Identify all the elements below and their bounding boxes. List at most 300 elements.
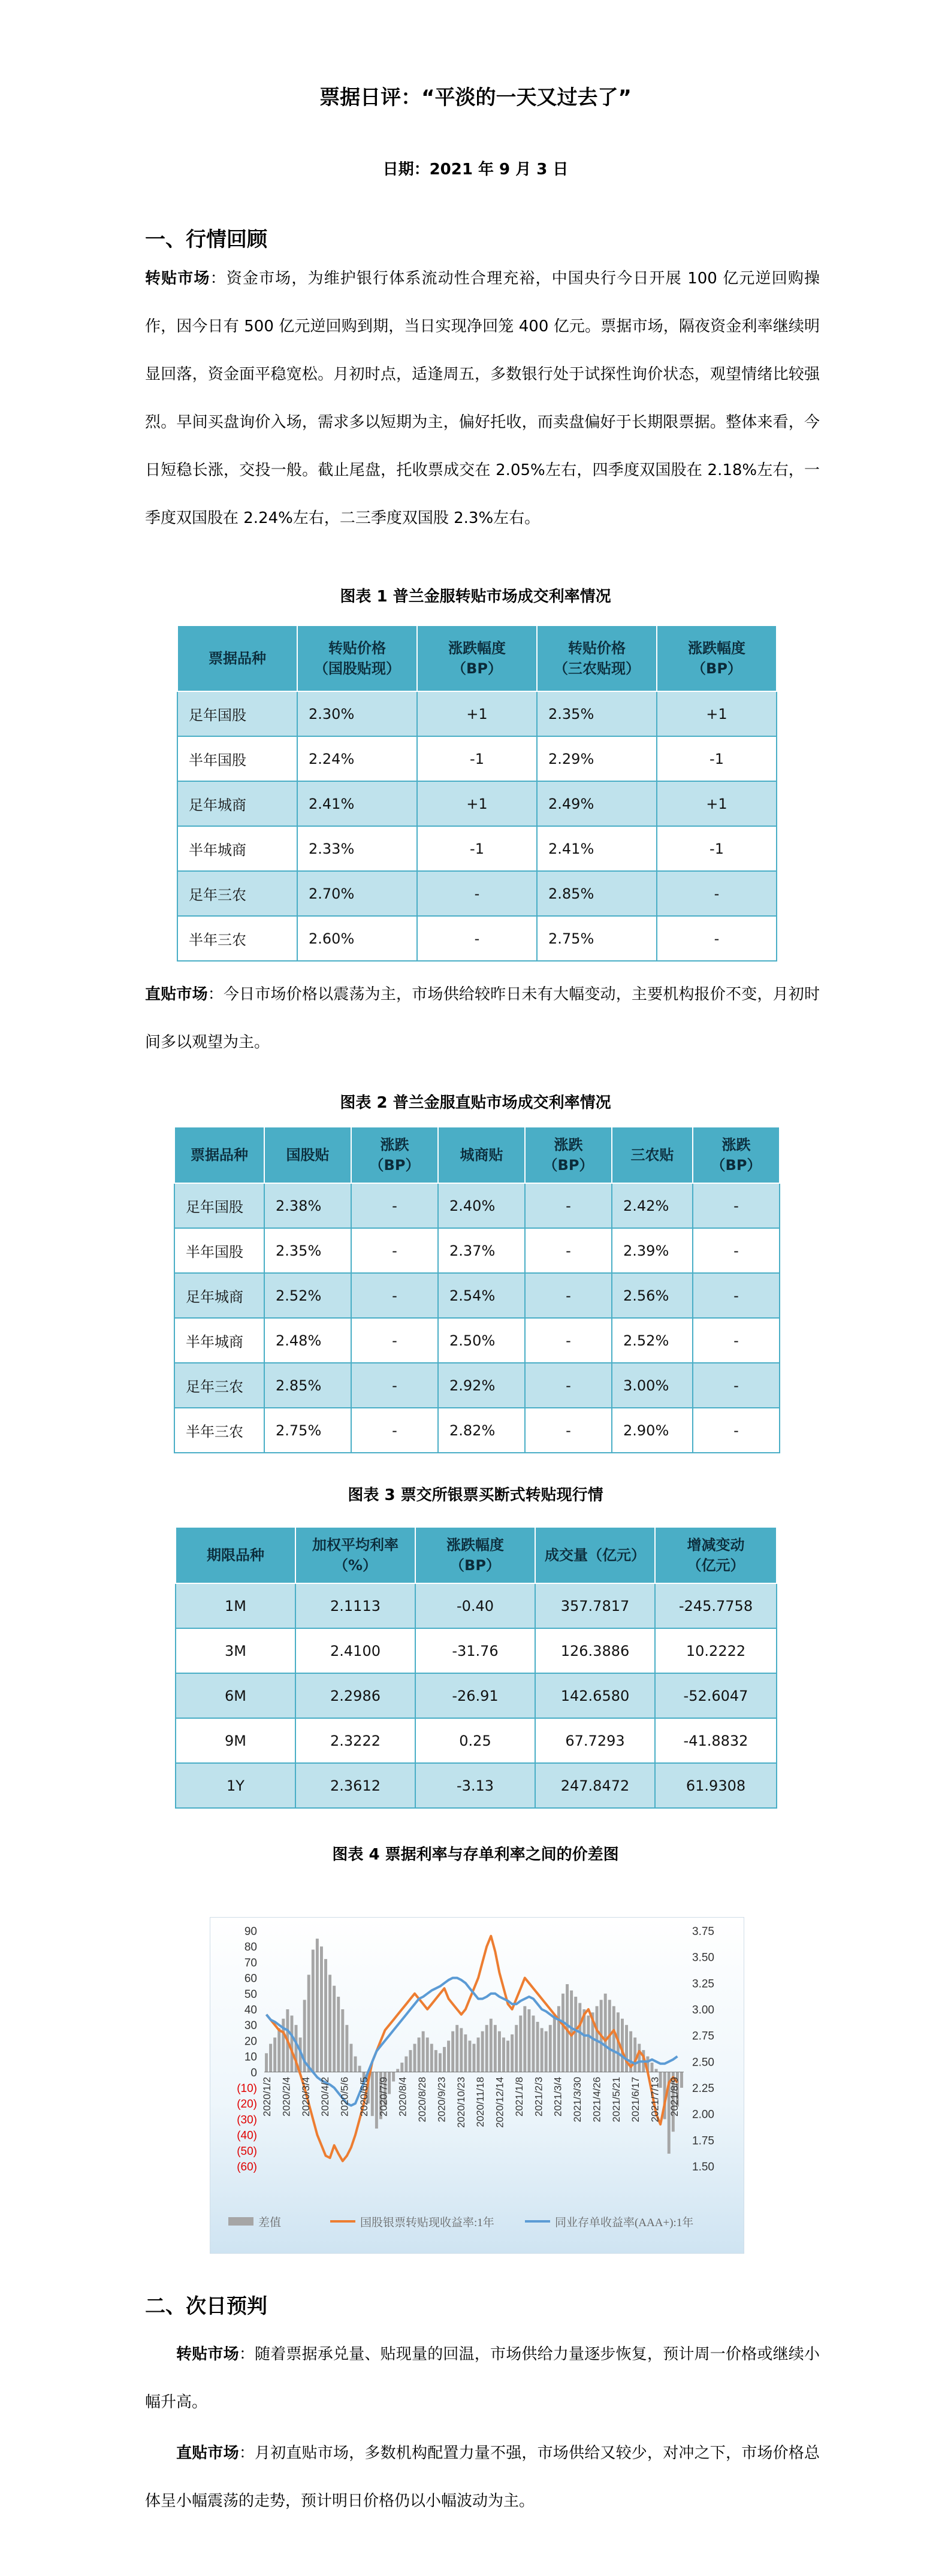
table-cell: -245.7758: [655, 1583, 777, 1628]
spread-bar: [413, 2044, 416, 2072]
table-cell: -: [693, 1228, 780, 1273]
header-line: （国股贴现）: [314, 660, 400, 677]
header-line: 加权平均利率: [312, 1537, 398, 1553]
header-line: 期限品种: [207, 1547, 264, 1564]
spread-bar: [625, 2025, 628, 2072]
table-cell: -: [525, 1183, 612, 1228]
spread-bar: [439, 2053, 442, 2072]
table-cell: 2.48%: [264, 1318, 351, 1363]
spread-bar: [349, 2044, 352, 2072]
left-axis-tick-label: (10): [237, 2082, 257, 2095]
header-line: （BP）: [711, 1157, 762, 1174]
table-row: [176, 1673, 777, 1718]
table-cell: -: [417, 871, 537, 916]
spread-bar: [422, 2031, 425, 2072]
right-axis-tick-label: 3.75: [692, 1925, 714, 1938]
left-axis-tick-label: 90: [244, 1925, 257, 1938]
report-title: 票据日评：“平淡的一天又过去了”: [319, 86, 632, 110]
table-cell: -: [525, 1273, 612, 1318]
spread-bar: [633, 2037, 636, 2072]
table-transfer-rates: [177, 625, 777, 962]
table-header-cell: [525, 1127, 612, 1183]
table-cell: -26.91: [415, 1673, 535, 1718]
spread-bar: [455, 2025, 458, 2072]
table-cell: 2.90%: [612, 1408, 693, 1453]
spread-bar: [277, 2028, 280, 2072]
spread-bar: [502, 2037, 505, 2072]
table-cell: -1: [657, 826, 777, 871]
header-line: （BP）: [543, 1157, 594, 1174]
spread-chart-svg: [210, 1918, 744, 2253]
table-cell: 足年国股: [177, 691, 297, 736]
x-axis-tick-label: 2021/4/26: [591, 2076, 603, 2123]
spread-bar: [269, 2044, 272, 2072]
legend-swatch-bar: [228, 2217, 253, 2226]
chart-caption: 图表 4 票据利率与存单利率之间的价差图: [332, 1846, 619, 1864]
table-cell: 142.6580: [535, 1673, 655, 1718]
spread-bar: [481, 2031, 484, 2072]
spread-bar: [451, 2031, 454, 2072]
spread-bar: [612, 2006, 615, 2072]
x-axis-tick-label: 2021/7/13: [649, 2076, 661, 2123]
table-cell: -: [351, 1273, 438, 1318]
table-header-cell: [297, 625, 417, 691]
table-cell: -: [525, 1408, 612, 1453]
spread-bar: [316, 1939, 319, 2072]
header-line: 三农贴: [630, 1147, 674, 1163]
header-line: （BP）: [452, 660, 502, 677]
table-row: [176, 1718, 777, 1763]
table-cell: -: [525, 1228, 612, 1273]
left-axis-tick-label: (50): [237, 2145, 257, 2158]
x-axis-tick-label: 2020/4/2: [319, 2076, 331, 2117]
spread-bar: [549, 2025, 552, 2072]
spread-bar: [333, 1986, 336, 2072]
table-header-row: [174, 1127, 780, 1183]
table-cell: -: [351, 1408, 438, 1453]
table-cell: 9M: [176, 1718, 295, 1763]
spread-bar: [345, 2025, 348, 2072]
table-cell: 2.54%: [438, 1273, 525, 1318]
table-cell: 足年城商: [174, 1273, 264, 1318]
table-cell: -: [351, 1183, 438, 1228]
table-header-cell: [264, 1127, 351, 1183]
table-row: [176, 1583, 777, 1628]
transfer-market-text: ：资金市场，为维护银行体系流动性合理充裕，中国央行今日开展 100 亿元逆回购操作，因今日有 500 亿元逆回购到期，当日实现净回笼 400 亿元。票据市场，隔夜资金利率继续明显回落，资金面平稳宽松。月初时点，适逢周五，多数银行处于试探性询价状态，观望情绪比较强烈。早间买盘询价入场，需求多以短期为主，偏好托收，而卖盘偏好于长期限票据。整体来看，今日短稳长涨，交投一般。截止尾盘，托收票成交在 2.05%左右，四季度双国股在 2.18%左右，一季度双国股在 2.24%左右，二三季度双国股 2.3%左右。: [145, 270, 820, 527]
table-header-cell: [417, 625, 537, 691]
spread-bar: [290, 2015, 293, 2072]
table-cell: 2.30%: [297, 691, 417, 736]
spread-bar: [515, 2025, 518, 2072]
left-axis-tick-label: (40): [237, 2129, 257, 2142]
header-line: 涨跌幅度: [446, 1537, 504, 1553]
spread-bar: [485, 2025, 488, 2072]
table-cell: +1: [417, 781, 537, 826]
spread-bar: [265, 2053, 268, 2072]
right-axis-tick-label: 3.50: [692, 1951, 714, 1964]
left-axis-tick-label: (20): [237, 2098, 257, 2111]
left-axis-tick-label: (30): [237, 2114, 257, 2127]
table-exchange-quotes: [175, 1526, 777, 1809]
table-cell: 2.35%: [537, 691, 657, 736]
spread-bar: [320, 1946, 323, 2072]
spread-bar: [273, 2037, 276, 2072]
table-cell: 10.2222: [655, 1628, 777, 1673]
x-axis-tick-label: 2021/1/8: [514, 2076, 525, 2117]
table-row: [174, 1228, 780, 1273]
table2-caption: 图表 2 普兰金服直贴市场成交利率情况: [340, 1094, 611, 1112]
table-cell: 2.85%: [264, 1363, 351, 1408]
x-axis-tick-label: 2020/9/23: [436, 2076, 448, 2123]
spread-bar: [354, 2057, 357, 2072]
table-row: [177, 916, 777, 961]
table-header-cell: [415, 1527, 535, 1583]
table-cell: 2.60%: [297, 916, 417, 961]
spread-bar: [337, 1997, 340, 2072]
spread-bar: [519, 2015, 522, 2072]
table-cell: 2.75%: [537, 916, 657, 961]
spread-bar: [426, 2037, 429, 2072]
spread-bar: [447, 2040, 450, 2072]
spread-bar: [655, 2069, 658, 2072]
right-axis-tick-label: 1.50: [692, 2161, 714, 2173]
header-line: 涨跌幅度: [448, 640, 506, 657]
right-axis-tick-label: 3.25: [692, 1978, 714, 1991]
header-line: （亿元）: [687, 1557, 745, 1574]
table-cell: 1Y: [176, 1763, 295, 1808]
table-cell: -3.13: [415, 1763, 535, 1808]
spread-bar: [553, 2015, 556, 2072]
spread-bar: [400, 2063, 403, 2072]
left-axis-tick-label: 30: [244, 2019, 257, 2033]
transfer-market-label: 转贴市场: [145, 270, 210, 288]
table-cell: 2.4100: [295, 1628, 415, 1673]
table-cell: 2.38%: [264, 1183, 351, 1228]
table-cell: 半年国股: [177, 736, 297, 781]
spread-bar: [638, 2044, 641, 2072]
spread-bar: [561, 1994, 564, 2072]
x-axis-tick-label: 2020/1/2: [261, 2076, 273, 2117]
table-cell: -: [525, 1318, 612, 1363]
spread-bar: [477, 2037, 480, 2072]
spread-bar: [464, 2034, 467, 2072]
table-row: [176, 1763, 777, 1808]
spread-bar: [443, 2047, 446, 2072]
spread-bar: [396, 2069, 399, 2072]
forecast-transfer-paragraph: [145, 2330, 820, 2426]
spread-bar: [536, 2022, 539, 2072]
spread-bar: [604, 1994, 607, 2072]
table-cell: 3M: [176, 1628, 295, 1673]
table-cell: -: [693, 1183, 780, 1228]
header-line: 涨跌幅度: [688, 640, 745, 657]
x-axis-tick-label: 2020/10/23: [455, 2076, 467, 2128]
transfer-market-paragraph: [145, 255, 820, 542]
table-cell: -: [351, 1318, 438, 1363]
table-header-cell: [351, 1127, 438, 1183]
table-cell: 2.56%: [612, 1273, 693, 1318]
table-row: [177, 826, 777, 871]
table-cell: 足年城商: [177, 781, 297, 826]
header-line: 城商贴: [460, 1147, 503, 1163]
table-cell: 61.9308: [655, 1763, 777, 1808]
spread-bar: [494, 2025, 497, 2072]
table-cell: -: [657, 871, 777, 916]
spread-chart: [210, 1917, 744, 2254]
table-cell: 2.1113: [295, 1583, 415, 1628]
table-cell: 半年三农: [177, 916, 297, 961]
x-axis-tick-label: 2020/3/4: [300, 2076, 312, 2117]
right-axis-tick-label: 2.50: [692, 2056, 714, 2069]
header-line: 涨跌: [554, 1136, 583, 1153]
spread-bar: [392, 2072, 395, 2082]
right-axis-tick-label: 3.00: [692, 2004, 714, 2016]
table-header-cell: [537, 625, 657, 691]
table-cell: 2.3222: [295, 1718, 415, 1763]
header-line: 转贴价格: [568, 640, 626, 657]
table-row: [177, 781, 777, 826]
spread-bar: [511, 2034, 514, 2072]
table-cell: -: [693, 1408, 780, 1453]
table-cell: -: [693, 1363, 780, 1408]
table-cell: 半年三农: [174, 1408, 264, 1453]
header-line: 票据品种: [209, 650, 266, 667]
header-line: 转贴价格: [328, 640, 386, 657]
table-header-cell: [693, 1127, 780, 1183]
spread-bar: [527, 2009, 530, 2072]
table-header-cell: [657, 625, 777, 691]
forecast-direct-paragraph: [145, 2429, 820, 2525]
table-cell: -1: [417, 736, 537, 781]
table-cell: 2.85%: [537, 871, 657, 916]
forecast-direct-label: 直贴市场: [176, 2444, 239, 2462]
x-axis-tick-label: 2020/2/4: [280, 2076, 292, 2117]
table-header-row: [177, 625, 777, 691]
x-axis-tick-label: 2020/7/9: [378, 2076, 390, 2117]
legend-label: 国股银票转贴现收益率:1年: [360, 2217, 494, 2229]
table-cell: 半年国股: [174, 1228, 264, 1273]
table-cell: 2.52%: [264, 1273, 351, 1318]
table-cell: 67.7293: [535, 1718, 655, 1763]
table-cell: 足年三农: [174, 1363, 264, 1408]
x-axis-tick-label: 2021/2/3: [533, 2076, 545, 2117]
spread-bar: [468, 2040, 471, 2072]
spread-bar: [460, 2028, 463, 2072]
table-cell: -1: [417, 826, 537, 871]
table-header-cell: [177, 625, 297, 691]
left-axis-tick-label: 10: [244, 2051, 257, 2064]
spread-bar: [341, 2009, 344, 2072]
x-axis-tick-label: 2021/5/21: [610, 2076, 622, 2123]
spread-bar: [324, 1959, 327, 2072]
spread-bar: [404, 2057, 407, 2072]
table-cell: -: [525, 1363, 612, 1408]
table-cell: 357.7817: [535, 1583, 655, 1628]
table-cell: -: [657, 916, 777, 961]
x-axis-tick-label: 2021/6/17: [630, 2076, 642, 2123]
table-row: [177, 691, 777, 736]
spread-bar: [490, 2019, 493, 2072]
header-line: 涨跌: [380, 1136, 409, 1153]
table-row: [177, 871, 777, 916]
table-cell: 2.82%: [438, 1408, 525, 1453]
spread-bar: [307, 1975, 310, 2072]
table-row: [174, 1183, 780, 1228]
table-cell: 2.3612: [295, 1763, 415, 1808]
spread-bar: [541, 2028, 544, 2072]
x-axis-tick-label: 2020/8/4: [397, 2076, 409, 2117]
spread-bar: [473, 2044, 476, 2072]
table-header-cell: [295, 1527, 415, 1583]
legend-label: 同业存单收益率(AAA+):1年: [555, 2217, 694, 2229]
left-axis-tick-label: 20: [244, 2035, 257, 2048]
header-line: 成交量（亿元）: [545, 1547, 645, 1564]
table-cell: 2.70%: [297, 871, 417, 916]
x-axis-tick-label: 2021/3/30: [572, 2076, 584, 2123]
x-axis-tick-label: 2020/12/14: [494, 2076, 506, 2128]
table-cell: 2.41%: [297, 781, 417, 826]
forecast-transfer-text: ：随着票据承兑量、贴现量的回温，市场供给力量逐步恢复，预计周一价格或继续小幅升高。: [145, 2345, 820, 2411]
table-cell: -: [351, 1228, 438, 1273]
table-cell: 2.37%: [438, 1228, 525, 1273]
spread-bar: [570, 1991, 573, 2072]
table-cell: 半年城商: [174, 1318, 264, 1363]
table-cell: 1M: [176, 1583, 295, 1628]
spread-bar: [430, 2044, 433, 2072]
spread-bar: [523, 2006, 526, 2072]
header-line: （BP）: [692, 660, 742, 677]
table-cell: -: [417, 916, 537, 961]
table-cell: 2.92%: [438, 1363, 525, 1408]
table-cell: 2.75%: [264, 1408, 351, 1453]
x-axis-tick-label: 2020/5/6: [339, 2076, 351, 2117]
table-cell: 足年国股: [174, 1183, 264, 1228]
x-axis-tick-label: 2021/3/4: [552, 2076, 564, 2117]
table-cell: 2.52%: [612, 1318, 693, 1363]
left-axis-tick-label: (60): [237, 2161, 257, 2173]
header-line: 增减变动: [687, 1537, 745, 1553]
table-row: [174, 1273, 780, 1318]
table-cell: -0.40: [415, 1583, 535, 1628]
table-cell: 2.41%: [537, 826, 657, 871]
table-cell: 2.39%: [612, 1228, 693, 1273]
section-heading-review: 一、行情回顾: [145, 228, 267, 252]
left-axis-tick-label: 80: [244, 1941, 257, 1954]
spread-bar: [371, 2072, 374, 2116]
spread-bar: [578, 2003, 581, 2072]
table-cell: 半年城商: [177, 826, 297, 871]
header-line: （%）: [333, 1557, 378, 1574]
right-axis-tick-label: 2.25: [692, 2082, 714, 2095]
table-cell: +1: [657, 781, 777, 826]
section-heading-forecast: 二、次日预判: [145, 2294, 267, 2318]
table-cell: 0.25: [415, 1718, 535, 1763]
spread-bar: [506, 2040, 509, 2072]
spread-bar: [650, 2063, 653, 2072]
x-axis-tick-label: 2020/11/18: [475, 2076, 487, 2127]
spread-bar: [532, 2015, 535, 2072]
direct-market-paragraph: [145, 970, 820, 1066]
table-cell: 2.24%: [297, 736, 417, 781]
left-axis-tick-label: 0: [250, 2066, 257, 2079]
table-row: [174, 1318, 780, 1363]
header-line: （BP）: [450, 1557, 500, 1574]
spread-bar: [498, 2031, 501, 2072]
table-header-cell: [612, 1127, 693, 1183]
header-line: 票据品种: [191, 1147, 248, 1163]
bill-yield-line: [267, 1936, 678, 2161]
table-cell: +1: [417, 691, 537, 736]
spread-bar: [680, 2072, 683, 2088]
direct-market-label: 直贴市场: [145, 985, 208, 1003]
table-cell: -41.8832: [655, 1718, 777, 1763]
table-row: [174, 1408, 780, 1453]
spread-bar: [587, 2015, 590, 2072]
x-axis-tick-label: 2021/8/9: [669, 2076, 680, 2117]
table-cell: -52.6047: [655, 1673, 777, 1718]
right-axis-tick-label: 1.75: [692, 2134, 714, 2148]
right-axis-tick-label: 2.75: [692, 2030, 714, 2043]
spread-bar: [574, 1997, 577, 2072]
table-cell: 2.42%: [612, 1183, 693, 1228]
header-line: 涨跌: [721, 1136, 751, 1153]
table-cell: 2.33%: [297, 826, 417, 871]
table-row: [176, 1628, 777, 1673]
spread-bar: [545, 2031, 548, 2072]
table-cell: 2.40%: [438, 1183, 525, 1228]
table-cell: -31.76: [415, 1628, 535, 1673]
table-cell: 2.2986: [295, 1673, 415, 1718]
spread-bar: [434, 2050, 437, 2072]
forecast-direct-text: ：月初直贴市场，多数机构配置力量不强，市场供给又较少，对冲之下，市场价格总体呈小幅震荡的走势，预计明日价格仍以小幅波动为主。: [145, 2444, 820, 2510]
table-header-cell: [438, 1127, 525, 1183]
table-cell: -: [693, 1318, 780, 1363]
forecast-transfer-label: 转贴市场: [176, 2345, 239, 2363]
spread-bar: [557, 2006, 560, 2072]
table-cell: +1: [657, 691, 777, 736]
table-header-cell: [174, 1127, 264, 1183]
header-line: （BP）: [369, 1157, 420, 1174]
spread-bar: [358, 2066, 361, 2072]
left-axis-tick-label: 70: [244, 1957, 257, 1970]
table-cell: -: [351, 1363, 438, 1408]
table-cell: 126.3886: [535, 1628, 655, 1673]
left-axis-tick-label: 50: [244, 1988, 257, 2001]
x-axis-tick-label: 2020/6/5: [358, 2076, 370, 2117]
table3-caption: 图表 3 票交所银票买断式转贴现行情: [348, 1486, 603, 1504]
x-axis-tick-label: 2020/8/28: [416, 2076, 428, 2123]
report-date: 日期：2021 年 9 月 3 日: [382, 161, 569, 179]
table-cell: 2.50%: [438, 1318, 525, 1363]
table-cell: 足年三农: [177, 871, 297, 916]
table-header-cell: [535, 1527, 655, 1583]
table-cell: -1: [657, 736, 777, 781]
legend-label: 差值: [258, 2217, 282, 2229]
spread-bar: [312, 1949, 315, 2072]
table-cell: 6M: [176, 1673, 295, 1718]
header-line: 国股贴: [286, 1147, 330, 1163]
spread-bar: [328, 1975, 331, 2072]
header-line: （三农贴现）: [554, 660, 640, 677]
table-header-cell: [176, 1527, 295, 1583]
table-cell: 2.29%: [537, 736, 657, 781]
table1-caption: 图表 1 普兰金服转贴市场成交利率情况: [340, 588, 611, 606]
table-cell: 247.8472: [535, 1763, 655, 1808]
table-cell: 2.35%: [264, 1228, 351, 1273]
table-header-cell: [655, 1527, 777, 1583]
left-axis-tick-label: 60: [244, 1972, 257, 1985]
table-row: [174, 1363, 780, 1408]
